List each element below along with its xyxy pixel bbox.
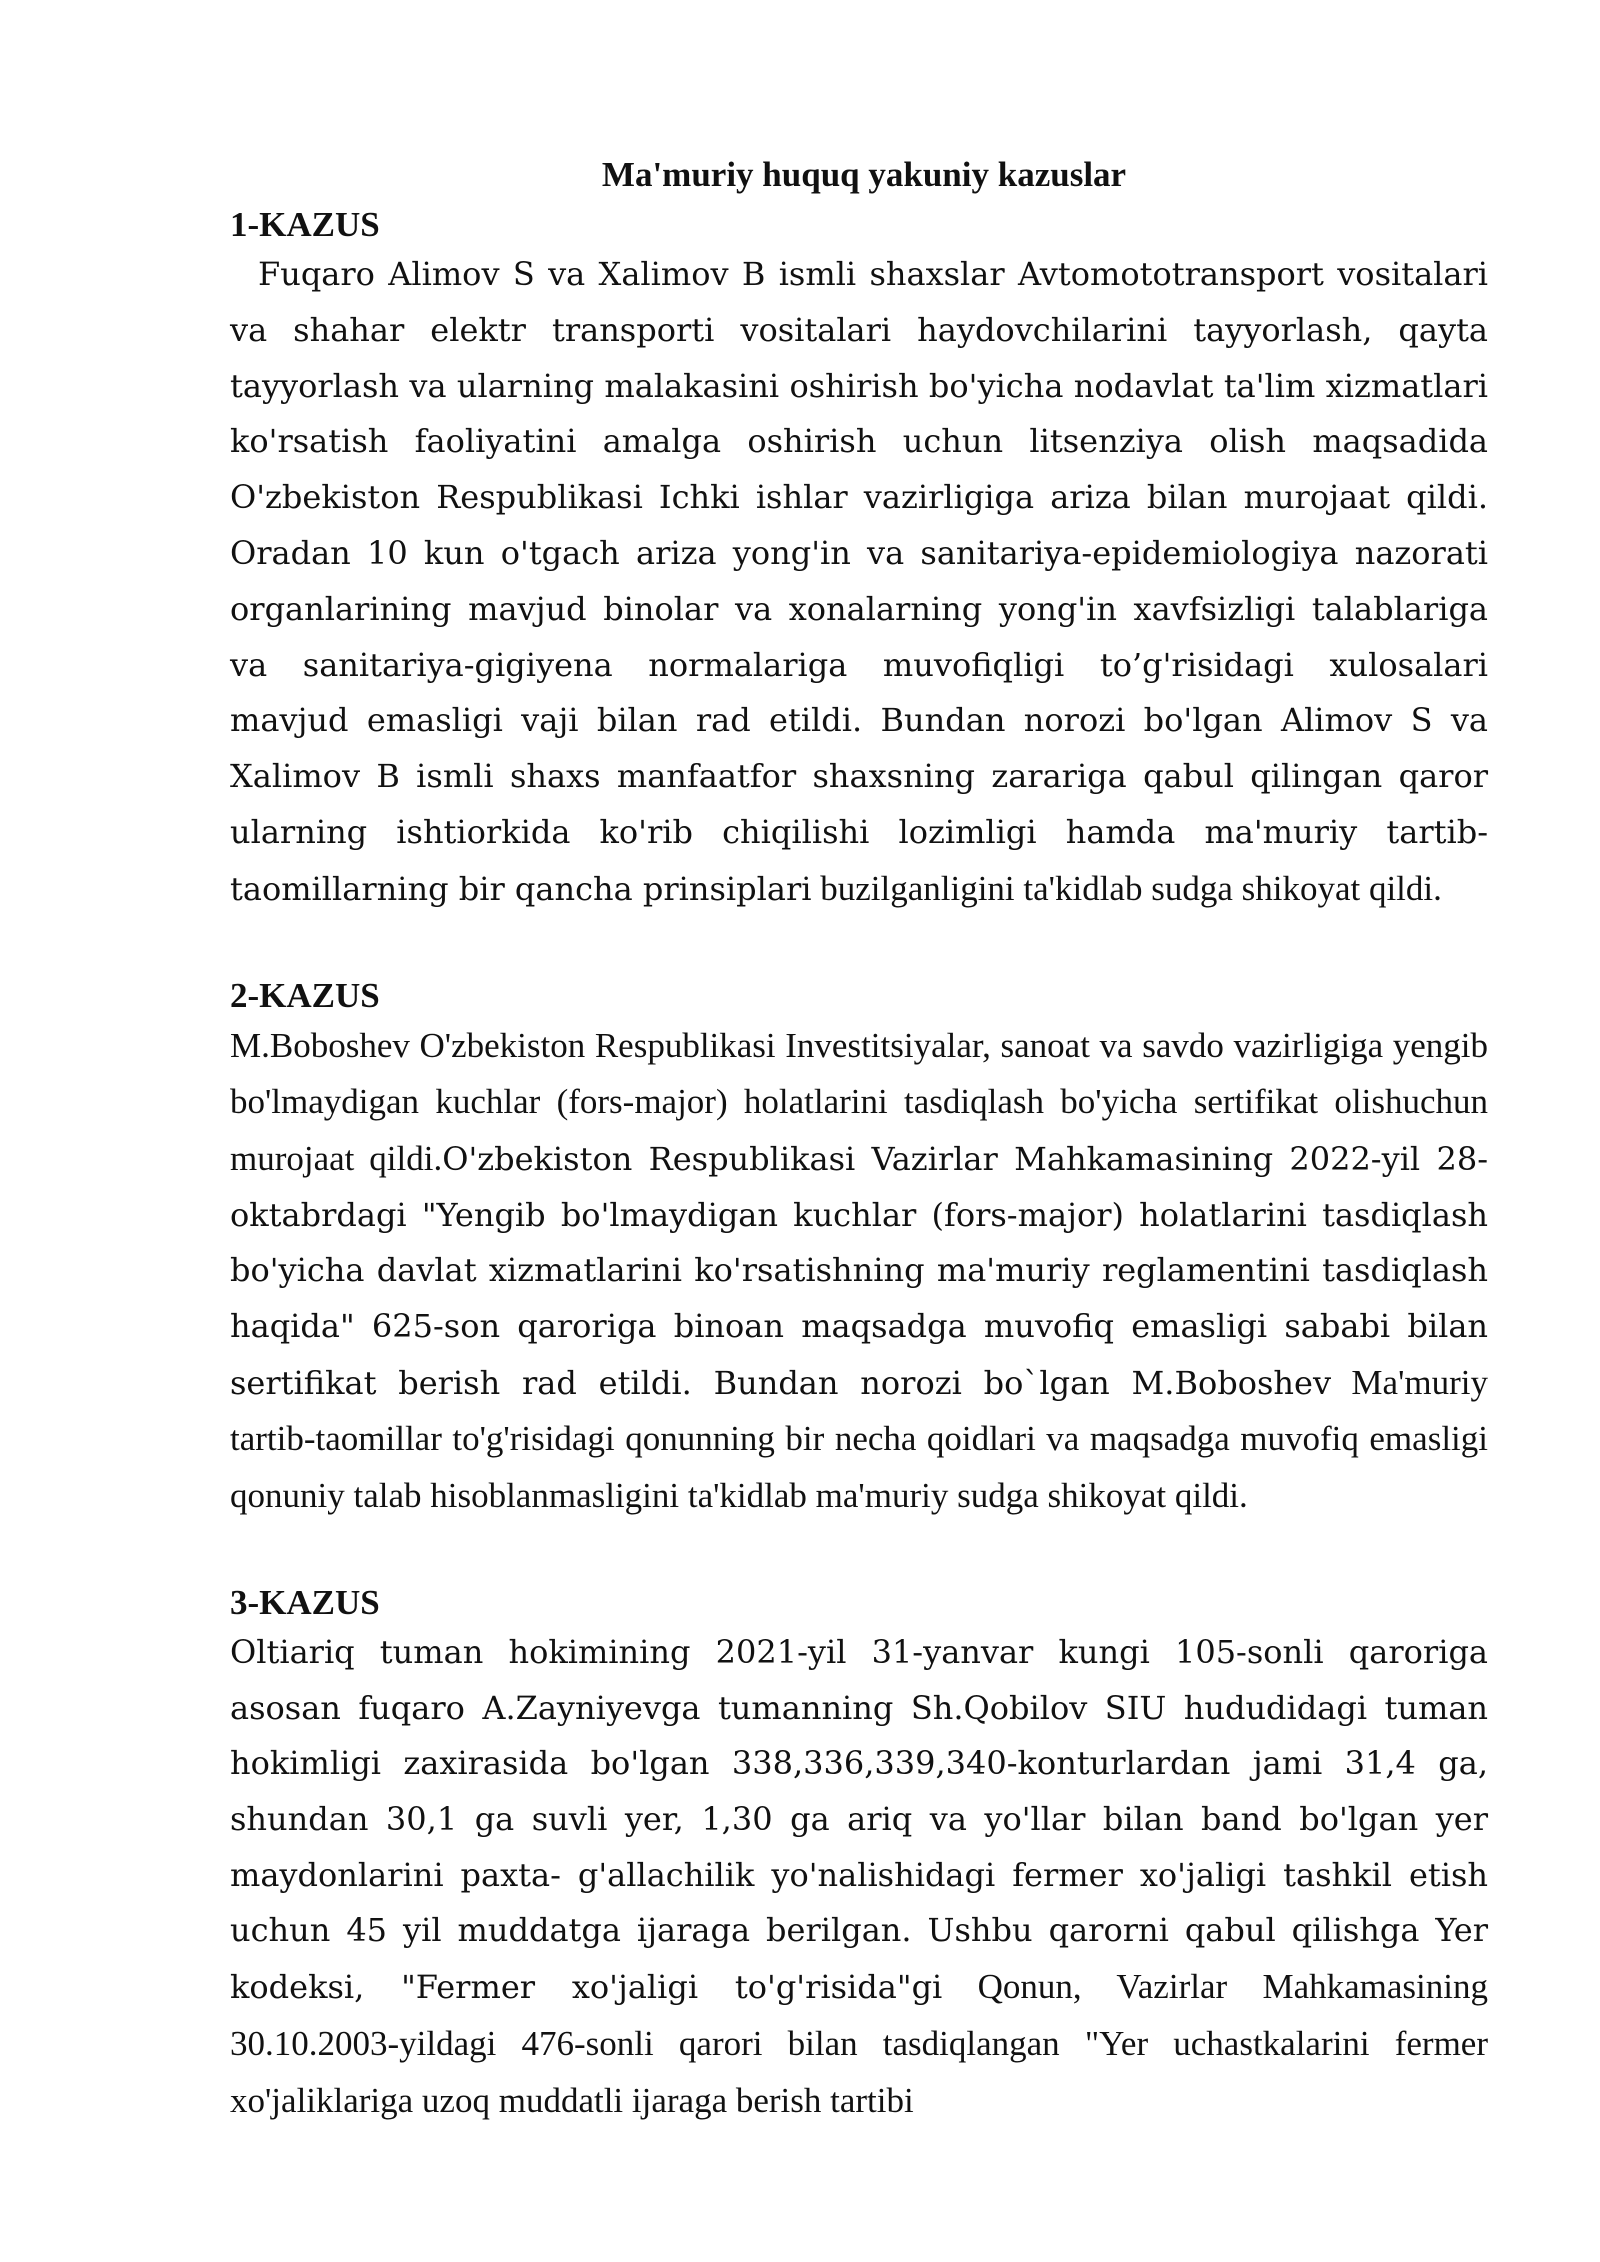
case-1-text-part-2: Oradan 10 kun o'tgach ariza yong'in va sanitariya-epidemiologiya nazorati organlarining mavjud binolar va xonalarning yong'in xavfsizligi talablariga va sanitariya-gigiyena normalariga muvofiqligi to’g'risidagi xulosalari mavjud emasligi vaji bilan rad etildi. Bundan norozi bo'lgan Alimov S va Xalimov B ismli shaxs manfaatfor shaxsning zarariga qabul qilingan qaror ularning ishtiorkida ko'rib chiqilishi lozimligi hamda ma'muriy tartib-taomillarning bir qancha prinsiplari	[230, 533, 1488, 908]
case-1-text	[230, 250, 1488, 921]
case-1-heading: 1-KAZUS	[230, 205, 380, 244]
case-3-text	[230, 1628, 1488, 2132]
document-title: Ma'muriy huquq yakuniy kazuslar	[601, 155, 1127, 194]
case-2-text-part-3: Ma'muriy tartib-taomillar to'g'risidagi qonunning bir necha qoidlari va maqsadga muvofiq emasligi qonuniy talab hisoblanmasligini ta'kidlab ma'muriy sudga shikoyat qildi.	[230, 1362, 1488, 1516]
case-1-text-part-3: buzilganligini ta'kidlab sudga shikoyat qildi.	[811, 868, 1442, 908]
case-2-heading: 2-KAZUS	[230, 975, 380, 1015]
case-3-text-part-2: Qonun, Vazirlar Mahkamasining 30.10.2003-yildagi 476-sonli qarori bilan tasdiqlangan "Yer uchastkalarini fermer xo'jaliklariga uzoq muddatli ijaraga berish tartibi	[230, 1967, 1488, 2120]
case-3-heading: 3-KAZUS	[230, 1582, 380, 1622]
document-page	[230, 150, 1488, 2132]
case-2-text	[230, 1021, 1488, 1528]
paragraph-spacer	[230, 1528, 1488, 1578]
case-2-text-part-1: M.Boboshev O'zbekiston Respublikasi Investitsiyalar, sanoat va savdo vazirligiga yengib bo'lmaydigan kuchlar (fors-major) holatlarini tasdiqlash bo'yicha sertifikat olishuchun murojaat qildi.	[230, 1025, 1488, 1178]
paragraph-spacer	[230, 921, 1488, 971]
case-3-text-part-1: Oltiariq tuman hokimining 2021-yil 31-yanvar kungi 105-sonli qaroriga asosan fuqaro A.Zayniyevga tumanning Sh.Qobilov SIU hududidagi tuman hokimligi zaxirasida bo'lgan 338,336,339,340-konturlardan jami 31,4 ga, shundan 30,1 ga suvli yer, 1,30 ga ariq va yo'llar bilan band bo'lgan yer maydonlarini paxta- g'allachilik yo'nalishidagi fermer xo'jaligi tashkil etish uchun 45 yil muddatga ijaraga berilgan. Ushbu qarorni qabul qilishga Yer kodeksi, "Fermer xo'jaligi to'g'risida"gi	[230, 1632, 1488, 2007]
case-2-text-part-2: O'zbekiston Respublikasi Vazirlar Mahkamasining 2022-yil 28-oktabrdagi "Yengib bo'lmaydigan kuchlar (fors-major) holatlarini tasdiqlash bo'yicha davlat xizmatlarini ko'rsatishning ma'muriy reglamentini tasdiqlash haqida" 625-son qaroriga binoan maqsadga muvofiq emasligi sababi bilan sertifikat berish rad etildi. Bundan norozi bo`lgan M.Boboshev	[230, 1139, 1489, 1402]
case-1-text-part-1: Fuqaro Alimov S va Xalimov B ismli shaxslar Avtomototransport vositalari va shahar elektr transporti vositalari haydovchilarini tayyorlash, qayta tayyorlash va ularning malakasini oshirish bo'yicha nodavlat ta'lim xizmatlari ko'rsatish faoliyatini amalga oshirish uchun litsenziya olish maqsadida O'zbekiston Respublikasi Ichki ishlar vazirligiga ariza bilan murojaat qildi.	[230, 255, 1488, 517]
